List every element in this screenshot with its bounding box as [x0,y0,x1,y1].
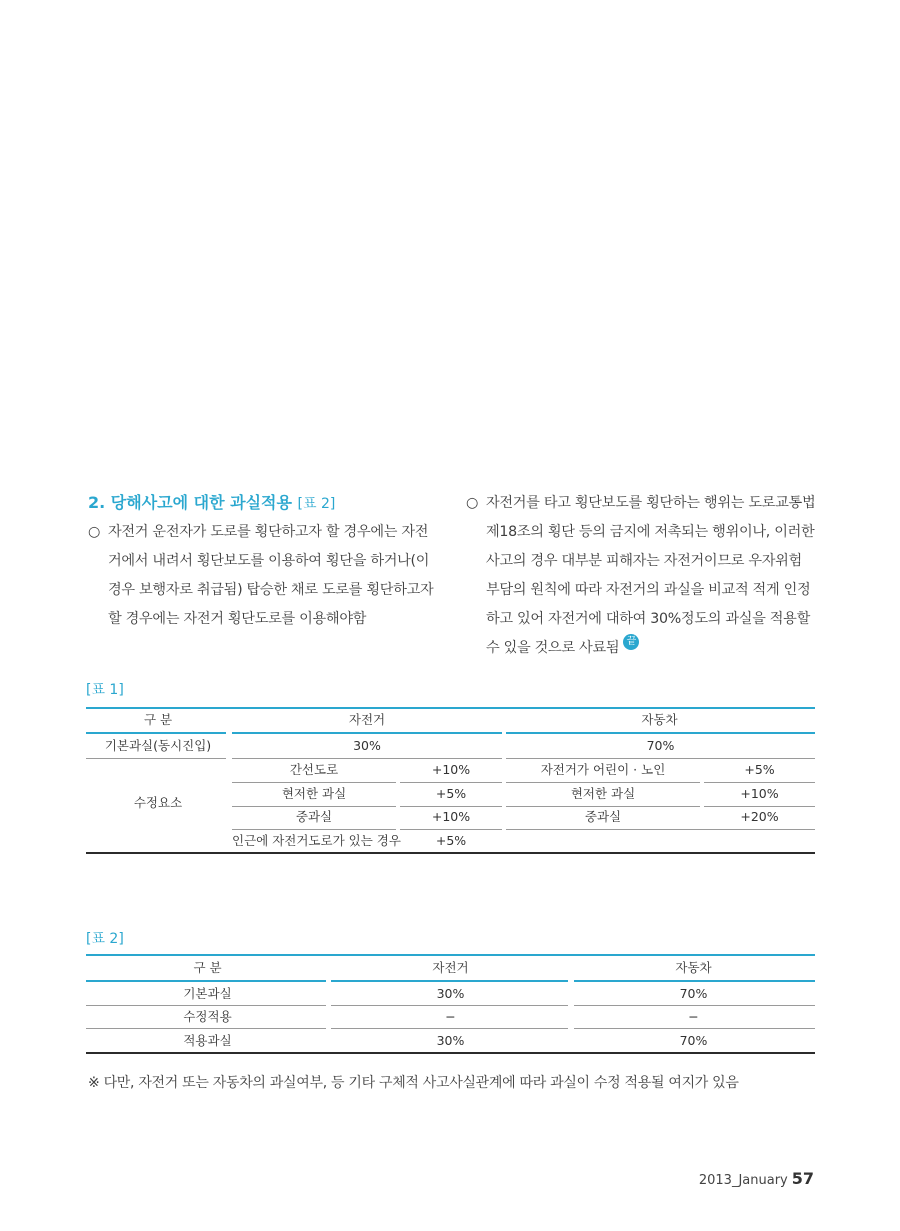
table1-header-category: 구 분 [143,712,173,727]
table2-row-rule [86,1028,326,1029]
end-mark-icon: 끝 [623,634,639,650]
left-line: 거에서 내려서 횡단보도를 이용하여 횡단을 하거나(이 [108,553,430,569]
table1-row-rule [704,782,815,783]
right-line: 하고 있어 자전거에 대하여 30%정도의 과실을 적용할 [486,611,810,627]
page-number: 57 [791,1169,814,1188]
table2-row-rule [574,1028,815,1029]
section-title [88,490,335,513]
table2-bottom-rule [86,1052,815,1054]
right-line: 사고의 경우 대부분 피해자는 자전거이므로 우자위험 [486,553,802,569]
table1-bike-factor: 현저한 과실 [281,786,347,801]
table1-row-rule [232,806,396,807]
table2-top-rule [86,954,815,956]
table1-header-rule [86,732,226,734]
table1-header-bike: 자전거 [348,712,386,727]
table1-bike-factor: 인근에 자전거도로가 있는 경우 [232,833,401,848]
table1-top-rule [86,707,815,709]
table1-base-car: 70% [646,738,675,753]
table1-row-rule [506,829,815,830]
table1-header-rule [232,732,502,734]
table1-bike-factor: 중과실 [295,809,333,824]
table1-car-value: +5% [744,762,775,777]
table1-row-rule [232,829,396,830]
table1-bottom-rule [86,852,815,854]
left-line: 경우 보행자로 취급됨) 탑승한 채로 도로를 횡단하고자 [108,582,434,598]
table2-row-label: 수정적용 [183,1009,232,1024]
bullet-marker: ○ [466,495,479,511]
table1-base-label: 기본과실(동시진입) [104,738,212,753]
table1-car-value: +20% [740,809,779,824]
table2-header-rule [574,980,815,982]
table2-row-car: 70% [679,1033,708,1048]
table1-row-rule [86,758,226,759]
table2-header-rule [331,980,568,982]
table1-adjust-label: 수정요소 [133,795,183,810]
table1-bike-value: +10% [431,809,471,824]
table2-row-bike: 30% [436,986,465,1001]
right-paragraph [466,489,816,663]
footnote: ※ 다만, 자전거 또는 자동차의 과실여부, 등 기타 구체적 사고사실관계에 따라 과실이 수정 적용될 여지가 있음 [88,1075,739,1091]
table1-car-factor: 중과실 [584,809,622,824]
bullet-marker: ○ [88,524,101,540]
table1-row-rule [506,782,700,783]
table2-label: [표 2] [86,931,124,947]
table1-row-rule [232,782,396,783]
right-line: 자전거를 타고 횡단보도를 횡단하는 행위는 도로교통법 [486,495,816,511]
table2-header-category: 구 분 [193,960,222,975]
table1-row-rule [704,806,815,807]
table2-header-rule [86,980,326,982]
table1-bike-value: +10% [431,762,471,777]
table1-car-factor: 현저한 과실 [570,786,636,801]
table1-header-rule [506,732,815,734]
table1-car-factor: 자전거가 어린이 · 노인 [540,762,666,777]
table2-header-car: 자동차 [675,960,712,975]
table1-bike-value: +5% [435,786,467,801]
table1-row-rule [400,806,502,807]
table2-row-rule [574,1005,815,1006]
table2-row-label: 적용과실 [183,1033,232,1048]
table2-row-rule [331,1028,568,1029]
table2-row-rule [331,1005,568,1006]
table2-row-label: 기본과실 [183,986,232,1001]
page-footer [699,1169,814,1188]
table1-row-rule [400,782,502,783]
section-title-text: 2. 당해사고에 대한 과실적용 [88,493,292,512]
table2-row-car: 70% [679,986,708,1001]
table2-header-bike: 자전거 [432,960,469,975]
table1-row-rule [506,758,815,759]
table1-row-rule [232,758,502,759]
table1-row-rule [400,829,502,830]
table1-row-rule [506,806,700,807]
right-line: 제18조의 횡단 등의 금지에 저촉되는 행위이나, 이러한 [486,524,815,540]
table2-row-car: − [688,1009,699,1024]
table1-header-car: 자동차 [641,712,678,727]
table1-bike-factor: 간선도로 [289,762,339,777]
table1-label: [표 1] [86,682,124,698]
table2-row-bike: − [445,1009,456,1024]
right-line: 부담의 원칙에 따라 자전거의 과실을 비교적 적게 인정 [486,582,811,598]
table1-bike-value: +5% [435,833,467,848]
table2-row-bike: 30% [436,1033,465,1048]
left-line: 자전거 운전자가 도로를 횡단하고자 할 경우에는 자전 [108,524,429,540]
table2-row-rule [86,1005,326,1006]
left-paragraph [88,518,438,634]
right-line: 수 있을 것으로 사료됨 [486,640,620,656]
section-table-ref: [표 2] [297,496,336,512]
table1-base-bike: 30% [353,738,381,753]
left-line: 할 경우에는 자전거 횡단도로를 이용해야함 [108,611,367,627]
issue-label: 2013_January [698,1173,788,1188]
table1-car-value: +10% [740,786,779,801]
